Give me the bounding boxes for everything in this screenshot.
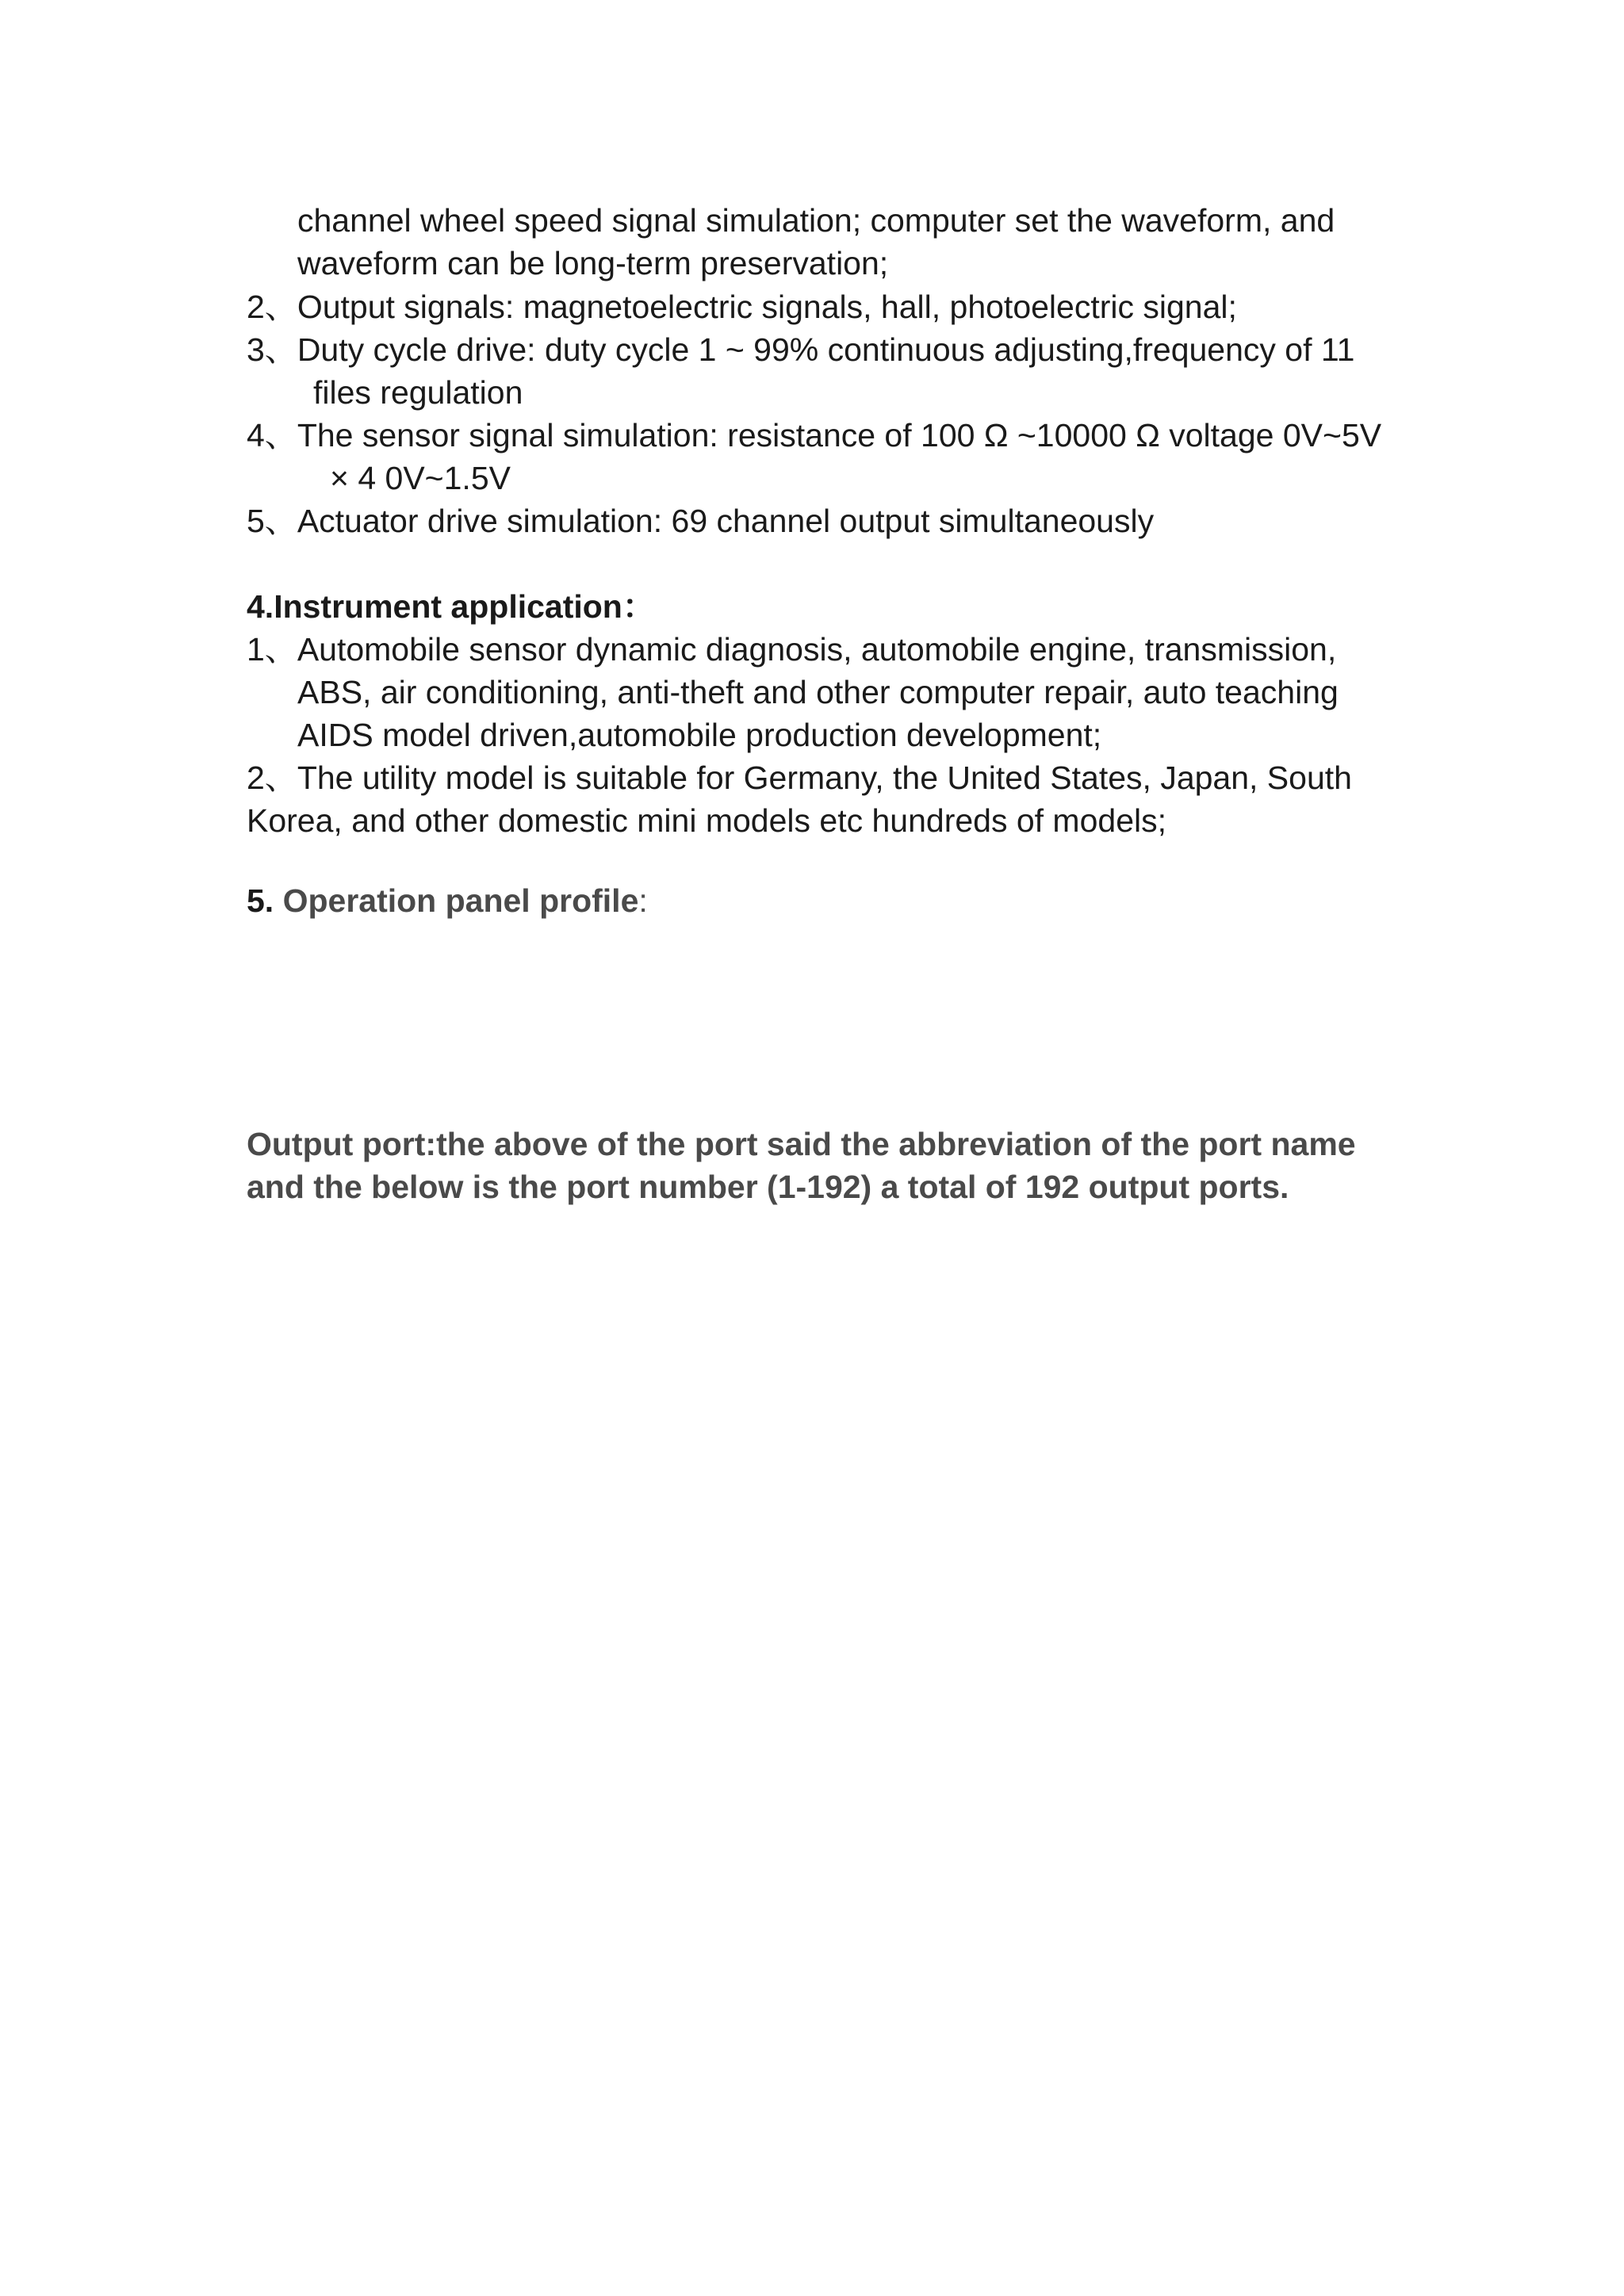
list-item-5 — [247, 499, 1154, 542]
list-text: Automobile sensor dynamic diagnosis, automobile engine, transmission, — [297, 631, 1337, 668]
list-number: 4、 — [247, 417, 297, 453]
list-text: Duty cycle drive: duty cycle 1 ~ 99% continuous adjusting,frequency of 11 — [297, 331, 1355, 368]
app-item-1-line3: AIDS model driven,automobile production development; — [297, 717, 1102, 753]
item1-continuation-line2: waveform can be long-term preservation; — [297, 245, 889, 281]
section-5-title: Operation panel profile — [274, 882, 639, 919]
list-item-4 — [247, 414, 1381, 457]
list-text: Output signals: magnetoelectric signals, hall, photoelectric signal; — [297, 289, 1237, 325]
output-port-line2: and the below is the port number (1-192) a total of 192 output ports. — [247, 1169, 1289, 1205]
output-port-line1: Output port:the above of the port said the abbreviation of the port name — [247, 1126, 1356, 1162]
list-item-4-continuation: × 4 0V~1.5V — [330, 460, 511, 496]
app-item-2 — [247, 756, 1352, 799]
section-5-heading — [247, 879, 648, 922]
section-4-heading: 4.Instrument application： — [247, 588, 655, 625]
app-item-1-line2: ABS, air conditioning, anti-theft and other computer repair, auto teaching — [297, 674, 1339, 710]
list-number: 1、 — [247, 631, 297, 668]
section-5-colon: : — [638, 882, 648, 919]
list-text: The utility model is suitable for Germany, the United States, Japan, South — [297, 760, 1352, 796]
list-number: 3、 — [247, 331, 297, 368]
section-5-number: 5. — [247, 882, 274, 919]
list-item-3 — [247, 328, 1354, 371]
list-item-3-continuation: files regulation — [313, 374, 523, 411]
list-number: 2、 — [247, 289, 297, 325]
item1-continuation-line1: channel wheel speed signal simulation; computer set the waveform, and — [297, 202, 1335, 239]
list-text: Actuator drive simulation: 69 channel output simultaneously — [297, 503, 1155, 539]
list-number: 5、 — [247, 503, 297, 539]
list-text: The sensor signal simulation: resistance of 100 Ω ~10000 Ω voltage 0V~5V — [297, 417, 1382, 453]
app-item-2-line2: Korea, and other domestic mini models etc hundreds of models; — [247, 802, 1166, 839]
list-number: 2、 — [247, 760, 297, 796]
list-item-2 — [247, 285, 1237, 328]
app-item-1 — [247, 628, 1336, 671]
